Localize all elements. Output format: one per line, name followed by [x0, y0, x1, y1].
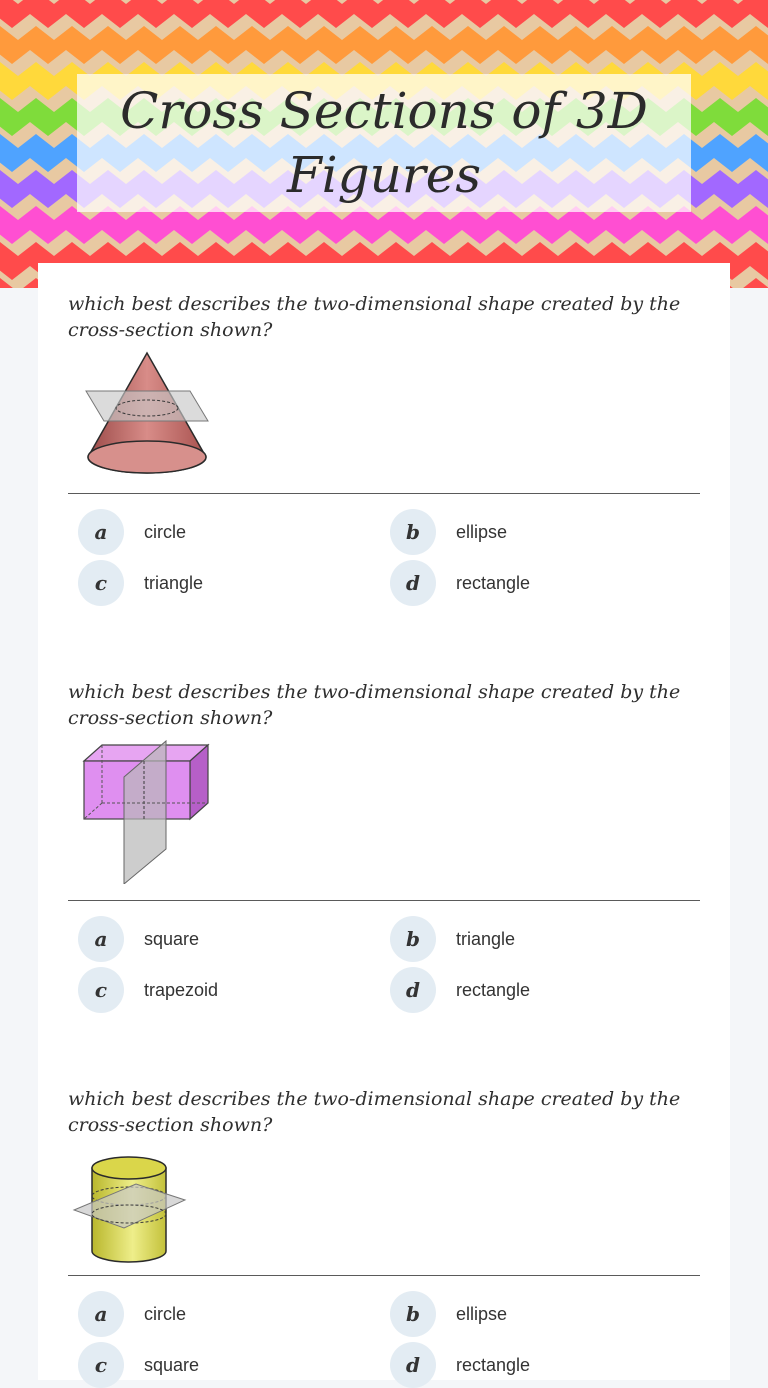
- question-prompt: which best describes the two-dimensional shape created by the cross-section shown?: [68, 1088, 681, 1136]
- divider: [68, 493, 700, 494]
- option-label: square: [144, 928, 200, 949]
- option-label: trapezoid: [144, 979, 219, 1000]
- option-letter: b: [390, 916, 436, 962]
- title-box: [77, 74, 691, 212]
- question-prompt: which best describes the two-dimensional shape created by the cross-section shown?: [68, 681, 681, 729]
- option-letter: d: [390, 560, 436, 606]
- option-b[interactable]: [390, 916, 515, 962]
- option-label: ellipse: [456, 521, 508, 542]
- option-c[interactable]: [78, 560, 203, 606]
- option-letter: a: [78, 1291, 124, 1337]
- option-letter: d: [390, 967, 436, 1013]
- option-letter: b: [390, 1291, 436, 1337]
- option-label: square: [144, 1354, 200, 1375]
- cone-figure: [68, 351, 218, 480]
- option-label: circle: [144, 521, 187, 542]
- option-d[interactable]: [390, 967, 530, 1013]
- cylinder-figure: [68, 1156, 198, 1270]
- option-label: ellipse: [456, 1303, 508, 1324]
- question-prompt: which best describes the two-dimensional shape created by the cross-section shown?: [68, 293, 681, 341]
- option-letter: c: [78, 560, 124, 606]
- header-banner: [0, 0, 768, 288]
- divider: [68, 1275, 700, 1276]
- option-letter: b: [390, 509, 436, 555]
- question-3: [68, 1086, 700, 1377]
- option-label: rectangle: [456, 1354, 531, 1375]
- option-c[interactable]: [78, 967, 218, 1013]
- worksheet-sheet: [38, 263, 730, 1380]
- question-2: [68, 679, 700, 1002]
- option-letter: a: [78, 509, 124, 555]
- option-d[interactable]: [390, 560, 530, 606]
- option-c[interactable]: [78, 1342, 199, 1388]
- worksheet-title: Cross Sections of 3D Figures: [120, 82, 648, 204]
- option-letter: c: [78, 1342, 124, 1388]
- option-label: triangle: [144, 572, 204, 593]
- option-d[interactable]: [390, 1342, 530, 1388]
- option-letter: d: [390, 1342, 436, 1388]
- prism-figure: [68, 739, 218, 888]
- option-label: triangle: [456, 928, 516, 949]
- question-1: [68, 291, 700, 595]
- option-label: rectangle: [456, 572, 531, 593]
- option-label: circle: [144, 1303, 187, 1324]
- divider: [68, 900, 700, 901]
- option-b[interactable]: [390, 1291, 507, 1337]
- option-a[interactable]: [78, 916, 199, 962]
- option-letter: a: [78, 916, 124, 962]
- option-a[interactable]: [78, 1291, 186, 1337]
- option-b[interactable]: [390, 509, 507, 555]
- option-label: rectangle: [456, 979, 531, 1000]
- option-letter: c: [78, 967, 124, 1013]
- option-a[interactable]: [78, 509, 186, 555]
